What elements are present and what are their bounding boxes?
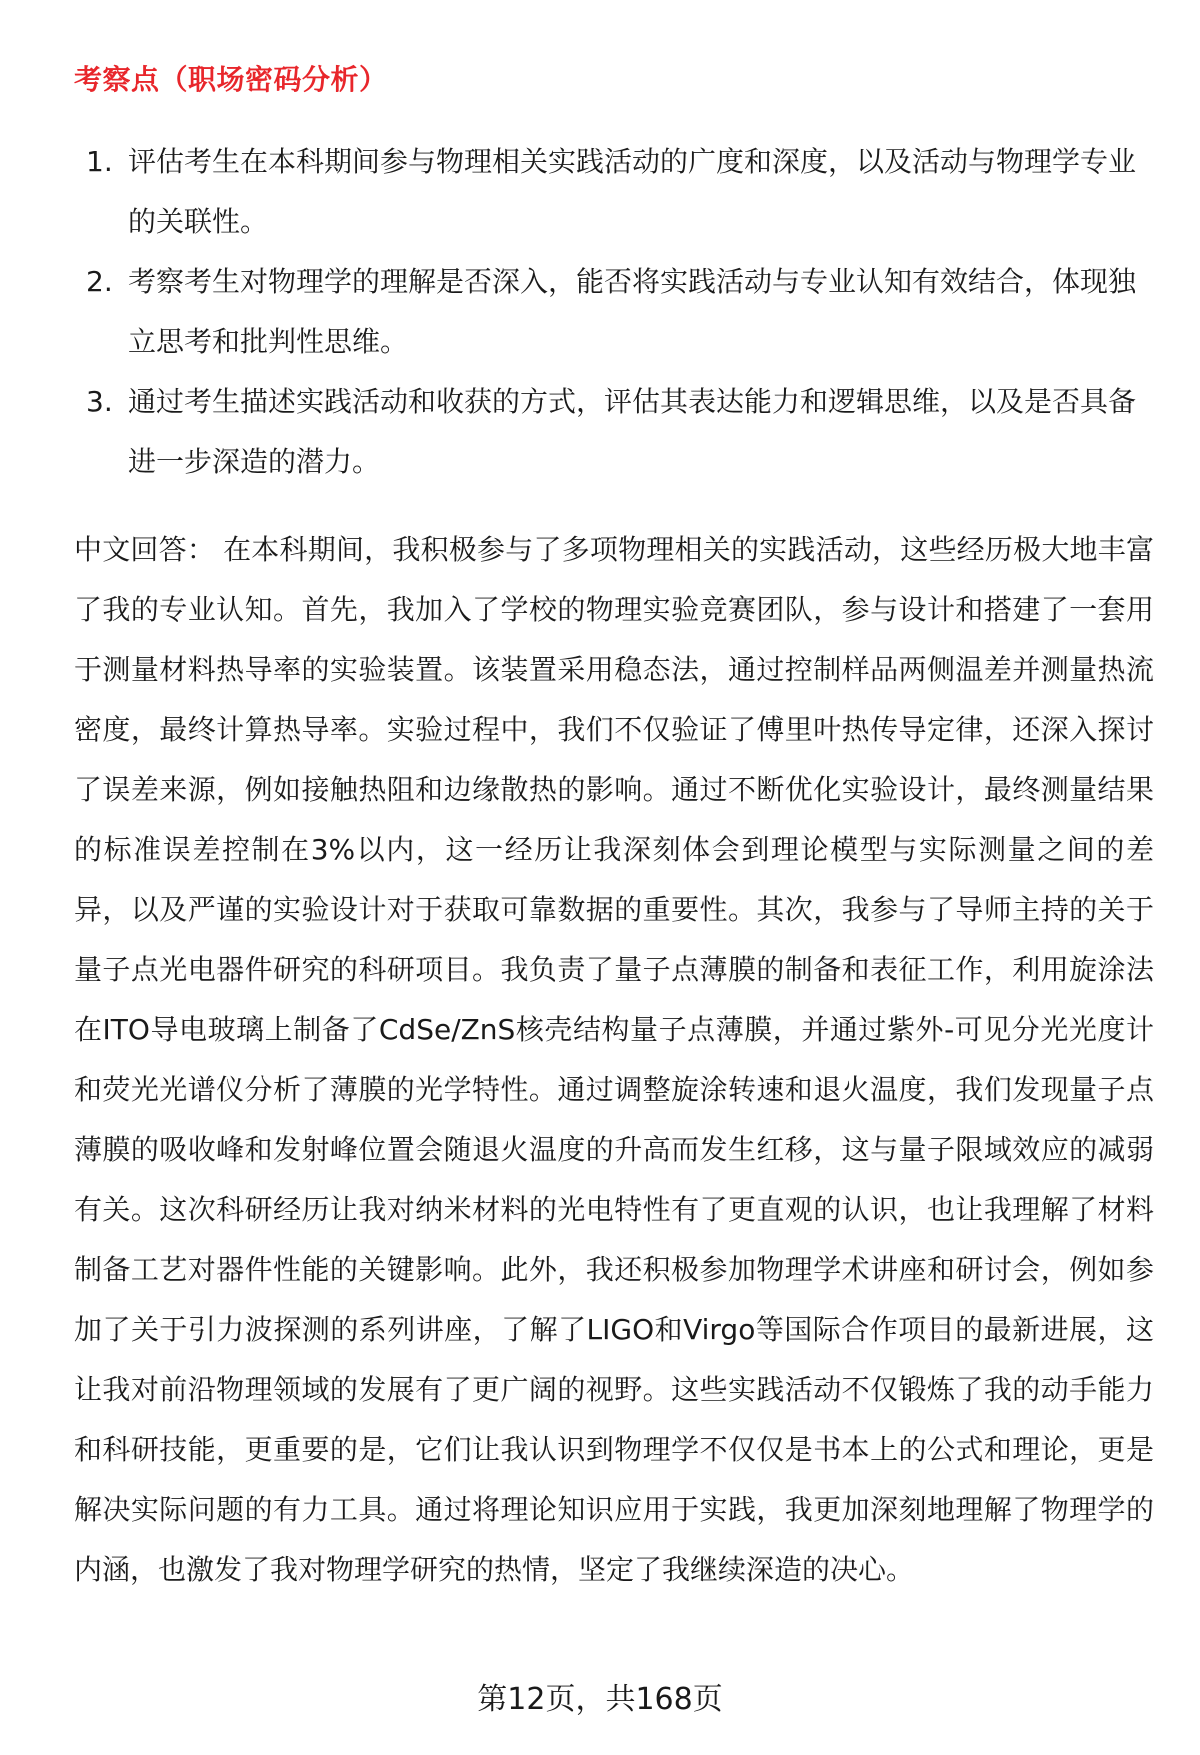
answer-label: 中文回答： [74,533,216,566]
list-item-number: 3. [86,385,113,418]
list-item-text: 考察考生对物理学的理解是否深入，能否将实践活动与专业认知有效结合，体现独立思考和批判性思维。 [128,265,1137,358]
list-item-number: 2. [86,265,113,298]
answer-paragraph [74,520,1154,1600]
list-item [74,132,1144,252]
list-item [74,372,1144,492]
list-item-text: 评估考生在本科期间参与物理相关实践活动的广度和深度，以及活动与物理学专业的关联性。 [128,145,1137,238]
evaluation-points-list [74,132,1144,492]
section-heading: 考察点（职场密码分析） [74,63,388,96]
list-item-text: 通过考生描述实践活动和收获的方式，评估其表达能力和逻辑思维，以及是否具备进一步深造的潜力。 [128,385,1137,478]
page-number-footer: 第12页，共168页 [477,1682,723,1717]
list-item-number: 1. [86,145,113,178]
answer-text: 在本科期间，我积极参与了多项物理相关的实践活动，这些经历极大地丰富了我的专业认知。首先，我加入了学校的物理实验竞赛团队，参与设计和搭建了一套用于测量材料热导率的实验装置。该装置采用稳态法，通过控制样品两侧温差并测量热流密度，最终计算热导率。实验过程中，我们不仅验证了傅里叶热传导定律，还深入探讨了误差来源，例如接触热阻和边缘散热的影响。通过不断优化实验设计，最终测量结果的标准误差控制在3%以内，这一经历让我深刻体会到理论模型与实际测量之间的差异，以及严谨的实验设计对于获取可靠数据的重要性。其次，我参与了导师主持的关于量子点光电器件研究的科研项目。我负责了量子点薄膜的制备和表征工作，利用旋涂法在ITO导电玻璃上制备了CdSe/ZnS核壳结构量子点薄膜，并通过紫外-可见分光光度计和荧光光谱仪分析了薄膜的光学特性。通过调整旋涂转速和退火温度，我们发现量子点薄膜的吸收峰和发射峰位置会随退火温度的升高而发生红移，这与量子限域效应的减弱有关。这次科研经历让我对纳米材料的光电特性有了更直观的认识，也让我理解了材料制备工艺对器件性能的关键影响。此外，我还积极参加物理学术讲座和研讨会，例如参加了关于引力波探测的系列讲座，了解了LIGO和Virgo等国际合作项目的最新进展，这让我对前沿物理领域的发展有了更广阔的视野。这些实践活动不仅锻炼了我的动手能力和科研技能，更重要的是，它们让我认识到物理学不仅仅是书本上的公式和理论，更是解决实际问题的有力工具。通过将理论知识应用于实践，我更加深刻地理解了物理学的内涵，也激发了我对物理学研究的热情，坚定了我继续深造的决心。 [74,533,1154,1586]
list-item [74,252,1144,372]
